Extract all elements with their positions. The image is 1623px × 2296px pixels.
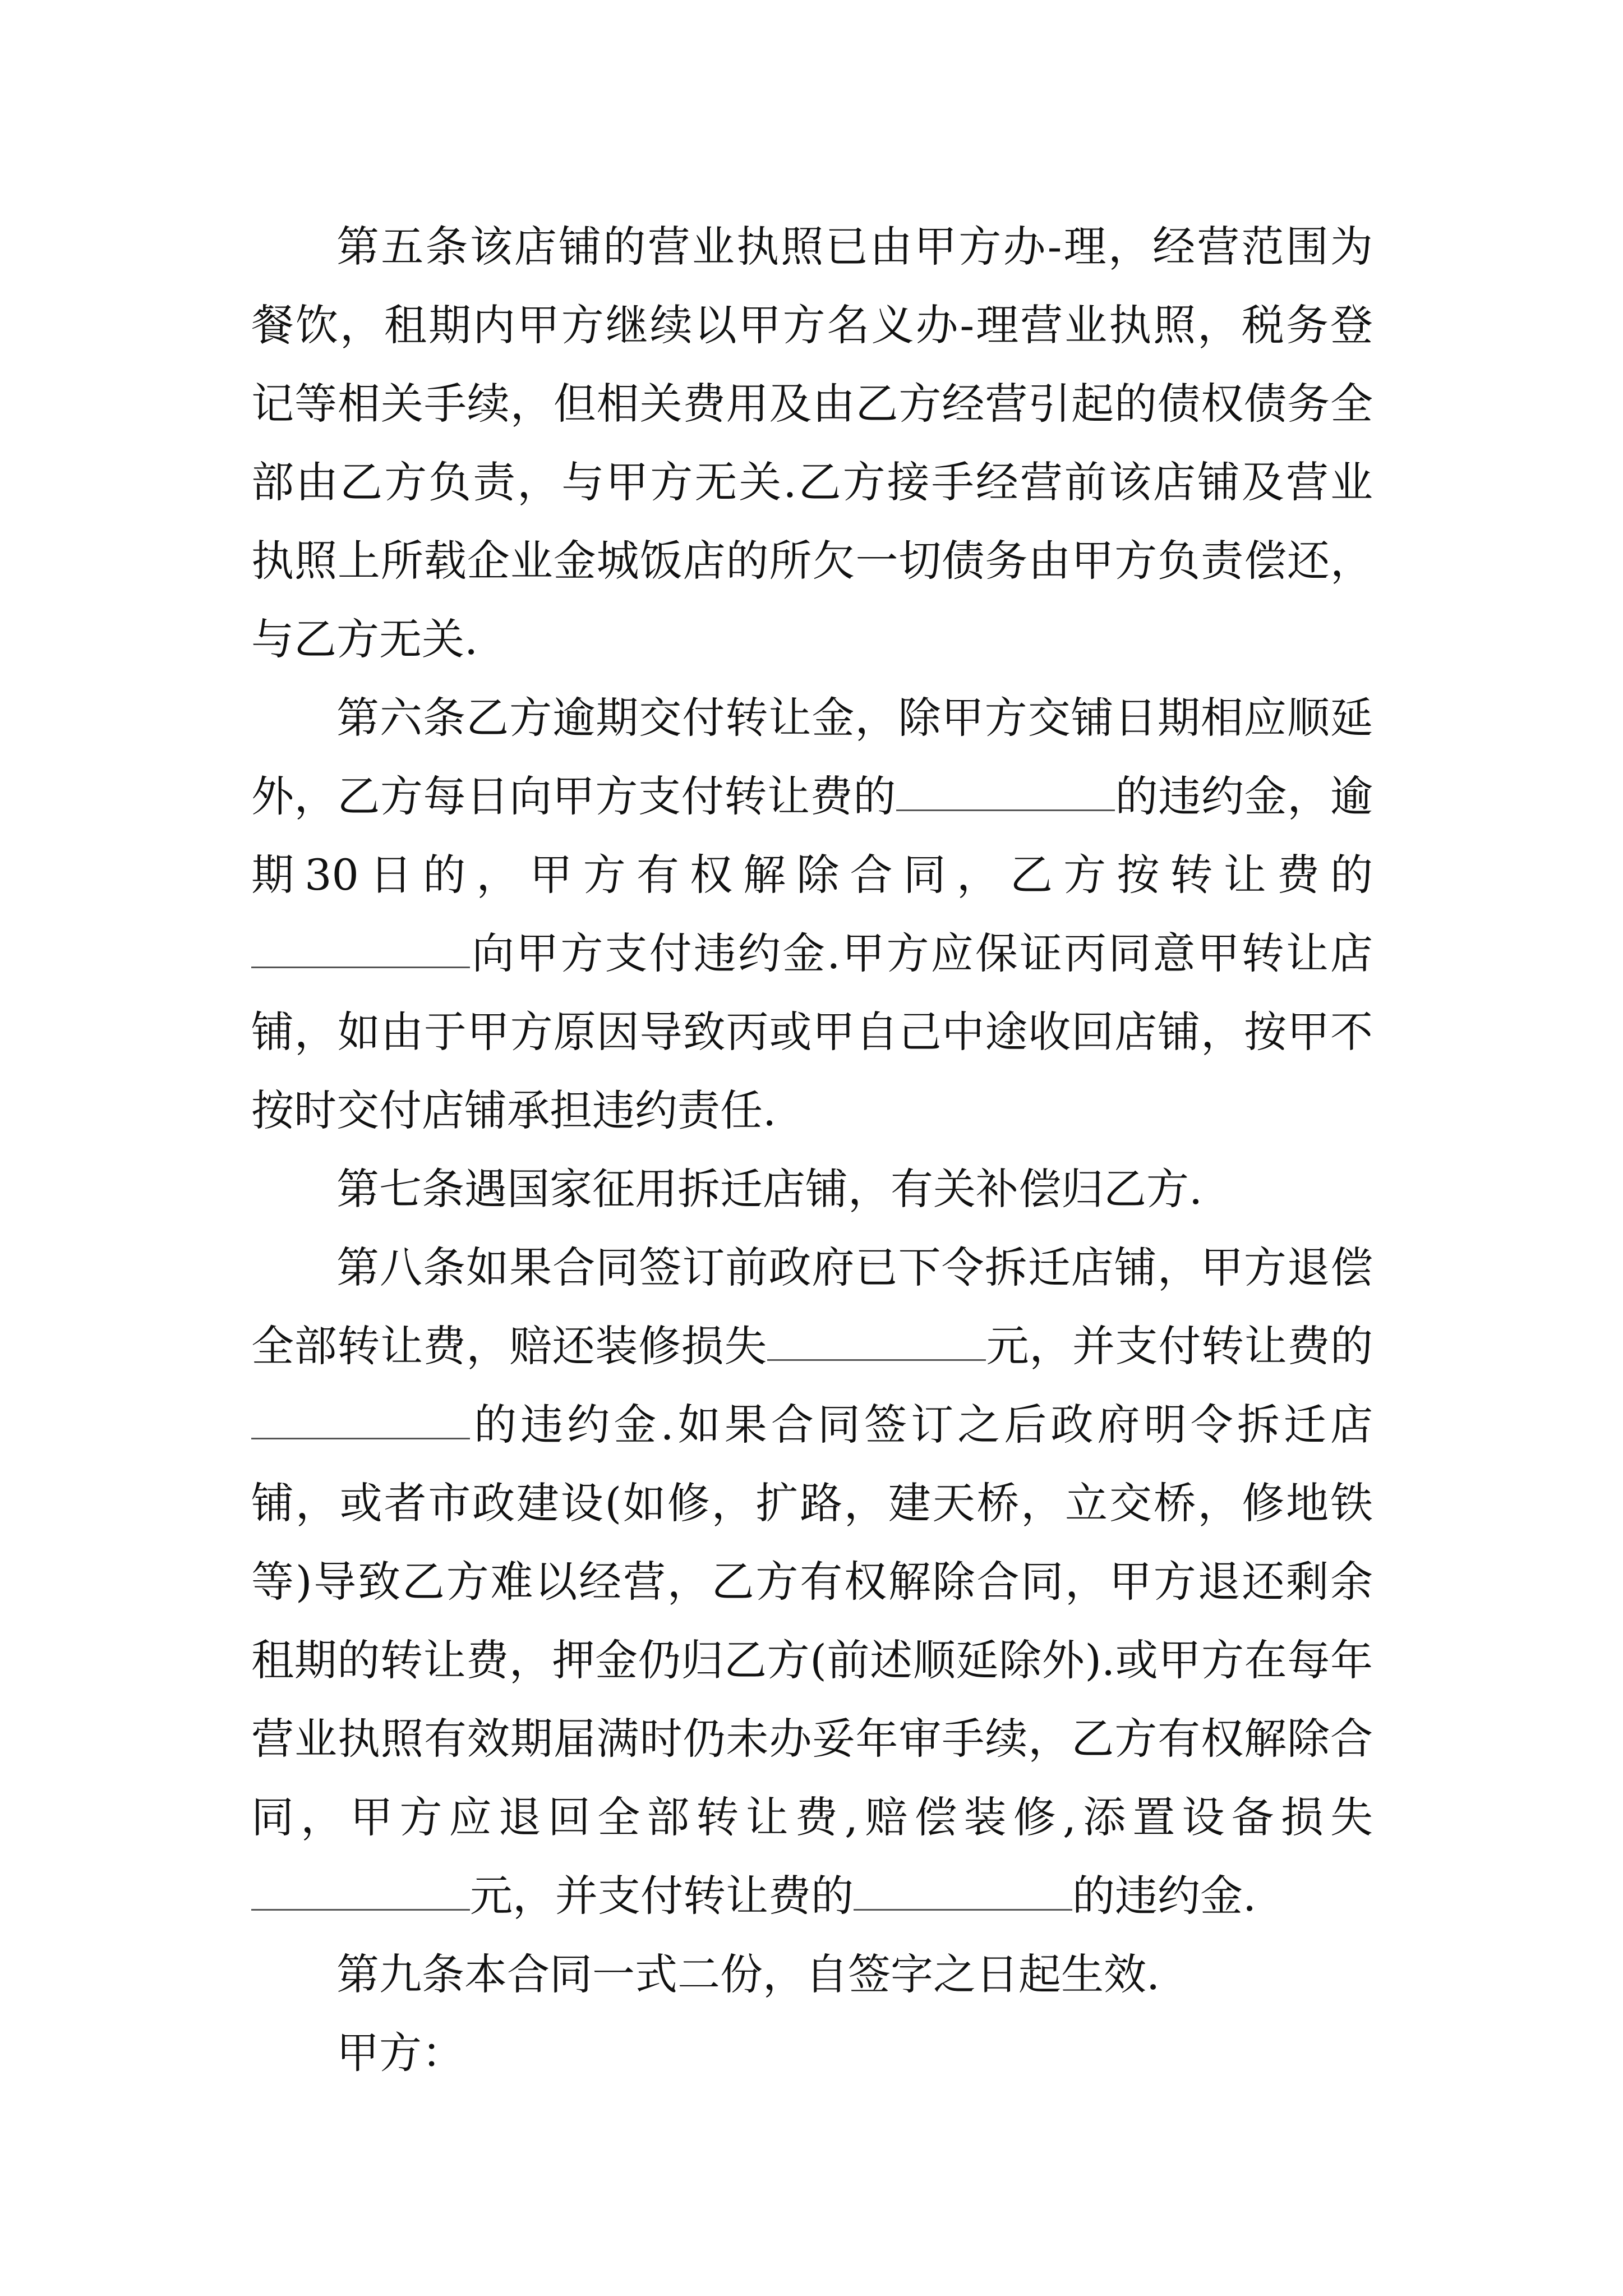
article-8-text-part-5: 的违约金. bbox=[1072, 1871, 1257, 1921]
article-8-text-part-3: 的违约金.如果合同签订之后政府明令拆迁店铺，或者市政建设(如修，扩路，建天桥，立交桥，修地铁等)导致乙方难以经营，乙方有权解除合同，甲方退还剩余租期的转让费，押金仍归乙方(前述顺延除外).或甲方在每年营业执照有效期届满时仍未办妥年审手续，乙方有权解除合同，甲方应退回全部转让费,赔偿装修,添置设备损失 bbox=[251, 1400, 1373, 1842]
fill-blank bbox=[896, 776, 1115, 811]
article-9-paragraph bbox=[251, 1935, 1373, 2014]
party-a-label: 甲方： bbox=[336, 2028, 464, 2078]
fill-blank bbox=[854, 1875, 1072, 1911]
article-6-text-part-3: 向甲方支付违约金.甲方应保证丙同意甲转让店铺，如由于甲方原因导致丙或甲自己中途收回店铺，按甲不按时交付店铺承担违约责任. bbox=[251, 928, 1373, 1135]
fill-blank bbox=[767, 1326, 986, 1361]
fill-blank bbox=[251, 1875, 470, 1911]
party-a-signature-line bbox=[251, 2014, 1373, 2092]
article-9-text: 第九条本合同一式二份，自签字之日起生效. bbox=[336, 1949, 1160, 1999]
article-6-text-part-2: 的违约金，逾期30日的，甲方有权解除合同，乙方按转让费的 bbox=[251, 771, 1373, 900]
article-6-text-part-1: 第六条乙方逾期交付转让金，除甲方交铺日期相应顺延外，乙方每日向甲方支付转让费的 bbox=[251, 693, 1373, 821]
article-8-text-part-1: 第八条如果合同签订前政府已下令拆迁店铺，甲方退偿全部转让费，赔还装修损失 bbox=[251, 1243, 1373, 1371]
document-page bbox=[251, 208, 1373, 2092]
article-7-paragraph bbox=[251, 1150, 1373, 1228]
fill-blank bbox=[251, 933, 470, 968]
fill-blank bbox=[251, 1404, 470, 1439]
article-8-text-part-4: 元，并支付转让费的 bbox=[470, 1871, 854, 1921]
article-5-text: 第五条该店铺的营业执照已由甲方办-理，经营范围为餐饮，租期内甲方继续以甲方名义办-理营业执照，税务登记等相关手续，但相关费用及由乙方经营引起的债权债务全部由乙方负责，与甲方无关.乙方接手经营前该店铺及营业执照上所载企业金城饭店的所欠一切债务由甲方负责偿还，与乙方无关. bbox=[251, 222, 1373, 664]
article-8-paragraph bbox=[251, 1228, 1373, 1935]
article-8-text-part-2: 元，并支付转让费的 bbox=[986, 1321, 1373, 1371]
article-5-paragraph bbox=[251, 208, 1373, 679]
article-7-text: 第七条遇国家征用拆迁店铺，有关补偿归乙方. bbox=[336, 1164, 1203, 1214]
article-6-paragraph bbox=[251, 679, 1373, 1150]
